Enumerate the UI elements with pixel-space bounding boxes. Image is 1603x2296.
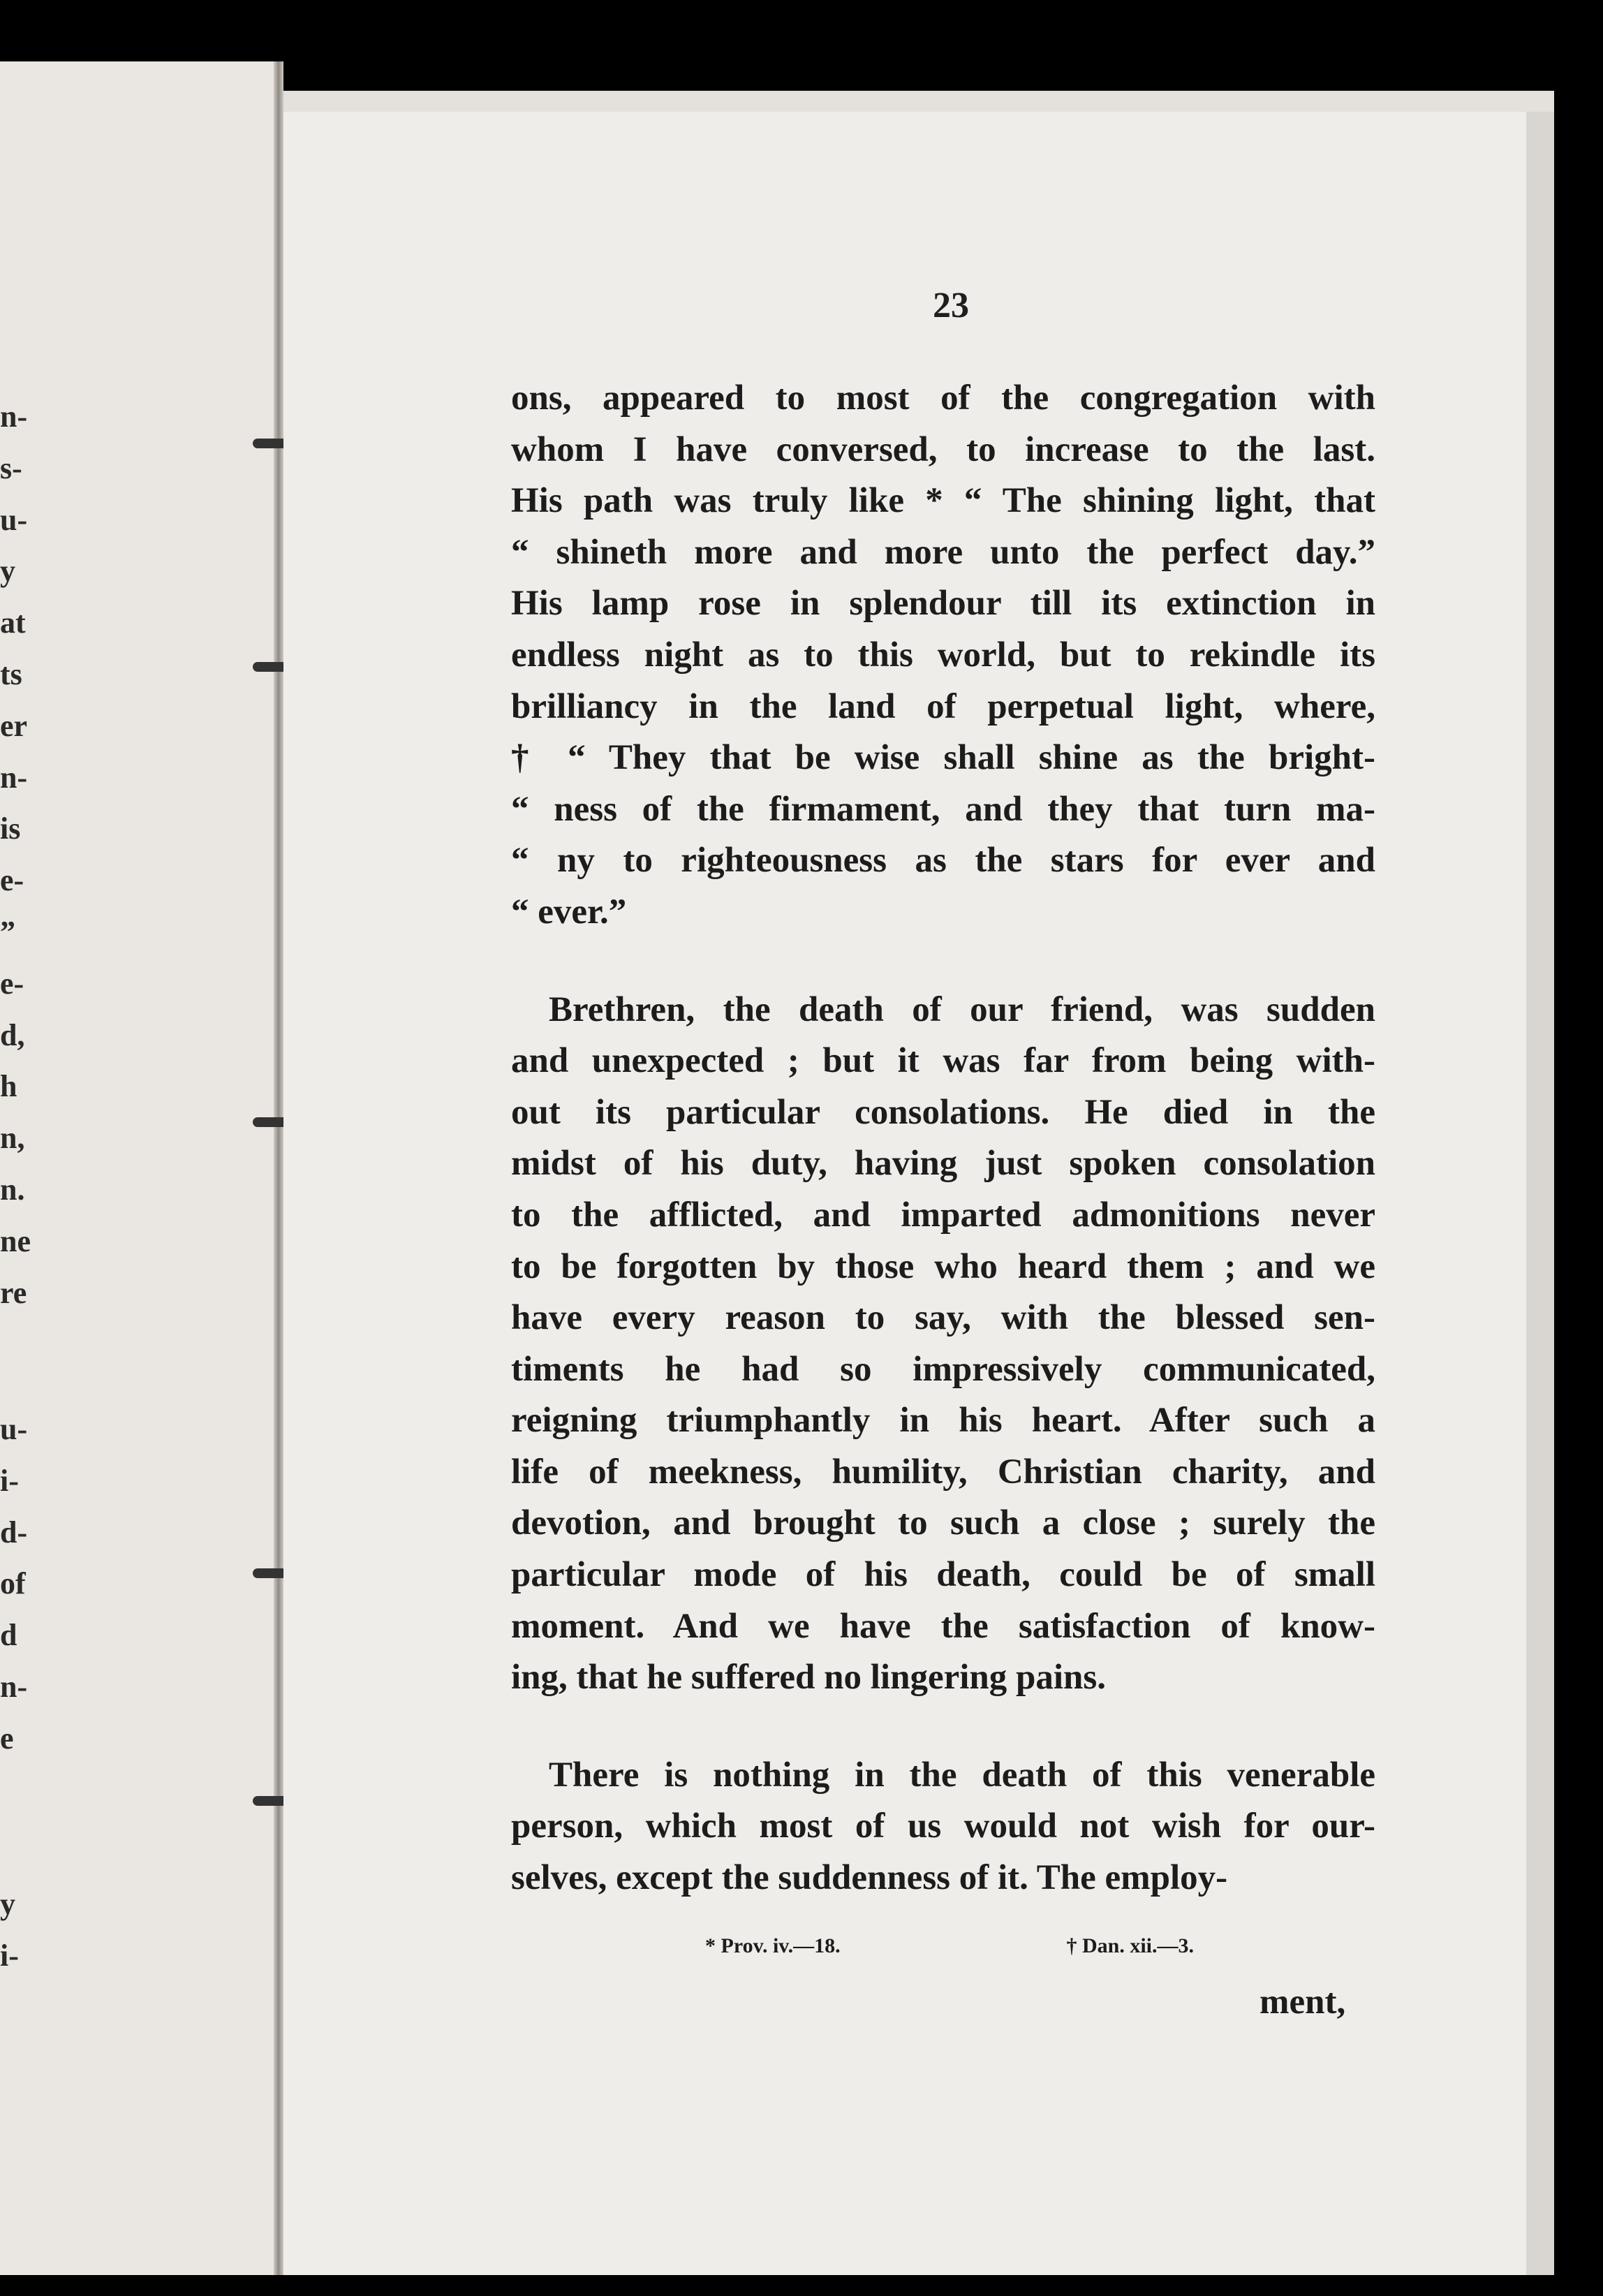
text-line: devotion, and brought to such a close ; surely the: [511, 1503, 1375, 1543]
footnotes: [705, 1934, 1194, 1958]
text-line: to be forgotten by those who heard them ; and we: [511, 1246, 1375, 1286]
text-line: person, which most of us would not wish for our-: [511, 1806, 1375, 1846]
text-line: His path was truly like * “ The shining light, that: [511, 481, 1375, 521]
text-line: out its particular consolations. He died in the: [511, 1092, 1375, 1132]
text-line: reigning triumphantly in his heart. After such a: [511, 1401, 1375, 1441]
facing-page-fragment: e-: [0, 863, 24, 898]
facing-page-fragment: er: [0, 708, 28, 743]
facing-page-text-fragments-bottom: [0, 1878, 42, 1982]
facing-page-fragment: u-: [0, 1412, 28, 1446]
page-top-edge: [283, 91, 1554, 112]
text-line: particular mode of his death, could be of small: [511, 1555, 1375, 1595]
body-text: [511, 373, 1375, 1904]
facing-page-text-fragments: [0, 391, 42, 1318]
facing-page-fragment: h: [0, 1069, 17, 1104]
text-line: midst of his duty, having just spoken consolation: [511, 1144, 1375, 1184]
paragraph: [511, 985, 1375, 1704]
text-line: “ shineth more and more unto the perfect day.”: [511, 532, 1375, 572]
page-number: 23: [933, 286, 969, 325]
footnote-daniel: † Dan. xii.—3.: [1066, 1934, 1194, 1957]
catchword: ment,: [1260, 1982, 1346, 2022]
text-line: have every reason to say, with the blessed sen-: [511, 1298, 1375, 1338]
facing-page-fragment: ne: [0, 1223, 31, 1258]
text-line: timents he had so impressively communicated,: [511, 1349, 1375, 1389]
facing-page-fragment: u-: [0, 502, 28, 537]
facing-page-fragment: y: [0, 554, 15, 589]
text-line: There is nothing in the death of this venerable: [549, 1755, 1375, 1795]
text-line: and unexpected ; but it was far from being with-: [511, 1041, 1375, 1081]
facing-page-fragment: n-: [0, 1669, 28, 1704]
text-line: ons, appeared to most of the congregation with: [511, 378, 1375, 418]
facing-page-fragment: y: [0, 1887, 15, 1921]
text-line: “ ny to righteousness as the stars for ever and: [511, 841, 1375, 881]
facing-page-fragment: i-: [0, 1938, 19, 1973]
text-line: ing, that he suffered no lingering pains.: [511, 1658, 1107, 1698]
facing-page-fragment: d: [0, 1618, 17, 1653]
facing-page-fragment: n.: [0, 1172, 25, 1207]
footnote-proverbs: * Prov. iv.—18.: [705, 1934, 841, 1957]
facing-page-fragment: s-: [0, 450, 22, 485]
text-line: whom I have conversed, to increase to the last.: [511, 429, 1375, 469]
facing-page-fragment: at: [0, 605, 26, 640]
paragraph-gap: [511, 939, 1375, 985]
paragraph: [511, 373, 1375, 939]
facing-page-fragment: e-: [0, 966, 24, 1001]
facing-page-fragment: ts: [0, 656, 22, 691]
facing-page-text-fragments-lower: [0, 1404, 42, 1765]
facing-page-fragment: re: [0, 1275, 27, 1310]
text-line: to the afflicted, and imparted admonitions never: [511, 1195, 1375, 1235]
facing-page-fragment: of: [0, 1566, 26, 1601]
text-line: “ ness of the firmament, and they that turn ma-: [511, 789, 1375, 829]
facing-page-fragment: n-: [0, 399, 28, 434]
text-line: “ ever.”: [511, 892, 627, 932]
text-line: endless night as to this world, but to rekindle its: [511, 635, 1375, 675]
text-line: His lamp rose in splendour till its extinction in: [511, 584, 1375, 624]
facing-page-fragment: ”: [0, 914, 15, 949]
paragraph-gap: [511, 1704, 1375, 1750]
facing-page-fragment: e: [0, 1721, 14, 1756]
facing-page-fragment: n-: [0, 760, 28, 795]
text-line: brilliancy in the land of perpetual light, where,: [511, 686, 1375, 726]
text-line: moment. And we have the satisfaction of know-: [511, 1606, 1375, 1646]
facing-page-fragment: n,: [0, 1121, 25, 1156]
text-line: † “ They that be wise shall shine as the bright-: [511, 738, 1375, 778]
text-line: life of meekness, humility, Christian charity, and: [511, 1452, 1375, 1492]
text-line: Brethren, the death of our friend, was sudden: [549, 989, 1375, 1029]
facing-page-fragment: i-: [0, 1463, 19, 1498]
page-right-edge: [1526, 112, 1554, 2275]
paragraph: [511, 1750, 1375, 1904]
book-gutter: [274, 61, 283, 2275]
facing-page-fragment: d-: [0, 1515, 28, 1550]
facing-page-fragment: d,: [0, 1017, 25, 1052]
facing-page-fragment: is: [0, 811, 21, 846]
text-line: selves, except the suddenness of it. The employ-: [511, 1858, 1228, 1898]
